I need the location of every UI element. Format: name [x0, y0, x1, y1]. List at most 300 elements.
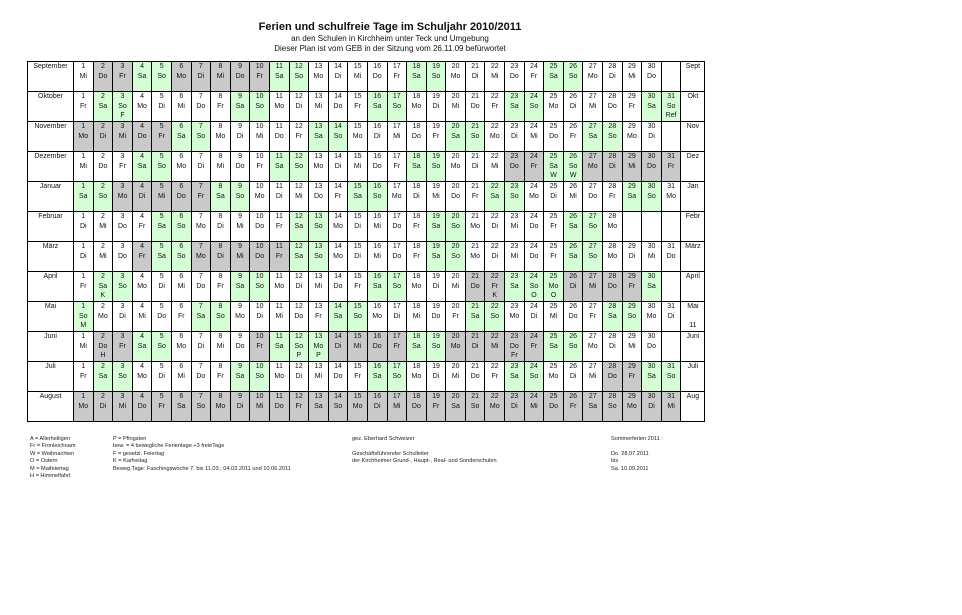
weekday: Mi — [647, 252, 656, 260]
weekday: Fr — [295, 402, 303, 410]
day-number: 23 — [510, 93, 519, 100]
weekday: Sa — [372, 102, 382, 110]
day-number: 20 — [451, 63, 460, 70]
weekday: Sa — [235, 372, 245, 380]
weekday: So — [118, 102, 127, 110]
day-number: 19 — [432, 63, 440, 70]
weekday: Mo — [548, 282, 559, 290]
day-number: 21 — [471, 183, 480, 190]
day-cell — [348, 62, 368, 92]
legend-item: F = gesetzl. Feiertag — [113, 450, 165, 457]
weekday: Mo — [450, 72, 461, 80]
empty-cell — [661, 272, 681, 302]
day-cell — [113, 62, 133, 92]
day-number: 6 — [179, 243, 184, 250]
day-number: 2 — [100, 153, 105, 160]
weekday: Do — [607, 102, 617, 110]
day-number: 21 — [471, 123, 480, 130]
day-cell — [465, 182, 485, 212]
weekday: Sa — [176, 402, 186, 410]
day-number: 13 — [314, 243, 323, 250]
day-number: 27 — [588, 333, 597, 340]
day-cell — [622, 92, 642, 122]
day-number: 10 — [255, 93, 264, 100]
day-cell — [465, 242, 485, 272]
weekday: Fr — [550, 252, 557, 260]
weekday: So — [235, 192, 245, 200]
day-number: 13 — [314, 393, 323, 400]
day-number: 16 — [373, 63, 382, 70]
day-number: 15 — [353, 333, 362, 340]
day-number: 7 — [198, 333, 203, 340]
day-cell — [485, 122, 505, 152]
day-number: 3 — [120, 363, 125, 370]
weekday: So — [588, 222, 598, 230]
day-cell — [309, 212, 329, 242]
day-cell — [622, 122, 642, 152]
weekday: So — [529, 102, 539, 110]
weekday: Do — [235, 342, 245, 350]
weekday: Mo — [117, 192, 128, 200]
day-cell — [446, 332, 466, 362]
day-cell — [387, 272, 407, 302]
day-cell — [485, 62, 505, 92]
weekday: Mo — [548, 102, 559, 110]
day-cell — [622, 182, 642, 212]
weekday: Fr — [158, 132, 165, 140]
weekday: Sa — [314, 132, 323, 140]
day-cell — [113, 362, 133, 392]
day-number: 22 — [490, 63, 499, 70]
day-number: 14 — [334, 123, 342, 130]
day-cell — [583, 152, 603, 182]
month-label-short — [681, 362, 705, 392]
weekday: Sa — [235, 282, 245, 290]
day-number: 11 — [275, 303, 283, 310]
day-number: 15 — [353, 393, 362, 400]
day-number: 26 — [569, 93, 578, 100]
day-cell — [426, 332, 446, 362]
weekday: So — [216, 312, 225, 320]
day-cell — [191, 92, 211, 122]
weekday: Sa — [353, 192, 362, 200]
weekday: Fr — [315, 312, 322, 320]
weekday: Sa — [372, 282, 382, 290]
weekday: Mo — [352, 132, 363, 140]
day-number: 27 — [588, 363, 597, 370]
weekday: Mo — [470, 222, 481, 230]
day-number: 14 — [334, 213, 342, 220]
day-number: 13 — [314, 63, 323, 70]
day-number: 17 — [392, 123, 401, 130]
month-row — [28, 332, 705, 362]
day-cell — [93, 212, 113, 242]
weekday: Mo — [274, 282, 285, 290]
day-number: 8 — [218, 93, 223, 100]
weekday: Di — [334, 162, 342, 170]
day-cell — [289, 92, 309, 122]
legend-item: P = Pfingsten — [113, 436, 147, 442]
day-number: 8 — [218, 303, 223, 310]
weekday: Do — [333, 372, 343, 380]
day-number: 7 — [198, 183, 203, 190]
day-number: 25 — [549, 213, 558, 220]
day-cell — [230, 392, 250, 422]
weekday: Sa — [372, 372, 382, 380]
day-cell — [661, 392, 681, 422]
day-number: 15 — [353, 123, 362, 130]
day-number: 30 — [647, 303, 656, 310]
day-number: 4 — [140, 243, 145, 250]
day-number: 26 — [569, 123, 578, 130]
day-number: 4 — [140, 63, 145, 70]
day-cell — [485, 302, 505, 332]
day-cell — [661, 242, 681, 272]
holiday-mark: K — [100, 292, 106, 299]
day-number: 20 — [451, 363, 460, 370]
day-number: 16 — [373, 303, 382, 310]
day-cell — [328, 92, 348, 122]
weekday: So — [392, 372, 402, 380]
day-number: 27 — [588, 153, 597, 160]
day-cell — [426, 302, 446, 332]
weekday: Do — [235, 162, 245, 170]
weekday: Mi — [216, 72, 225, 80]
weekday: Mi — [589, 372, 597, 380]
weekday: Fr — [177, 312, 185, 320]
day-number: 10 — [255, 333, 264, 340]
day-cell — [250, 92, 270, 122]
day-number: 10 — [255, 213, 264, 220]
day-cell — [485, 362, 505, 392]
holiday-mark: P — [296, 352, 302, 359]
day-cell — [230, 62, 250, 92]
day-cell — [309, 362, 329, 392]
day-cell — [211, 302, 231, 332]
day-number: 14 — [334, 363, 342, 370]
day-cell — [93, 242, 113, 272]
day-number: 6 — [179, 273, 184, 280]
weekday: Di — [471, 162, 479, 170]
day-number: 17 — [392, 243, 401, 250]
weekday: Do — [529, 252, 539, 260]
day-cell — [113, 302, 133, 332]
weekday: Fr — [275, 222, 283, 230]
weekday: Mi — [628, 342, 636, 350]
day-cell — [171, 92, 191, 122]
day-cell — [407, 122, 427, 152]
day-cell — [407, 302, 427, 332]
weekday: Di — [256, 312, 263, 320]
day-cell — [446, 182, 466, 212]
weekday: Mi — [491, 162, 499, 170]
day-number: 29 — [628, 273, 636, 280]
day-number: 22 — [490, 393, 499, 400]
day-number: 24 — [530, 243, 538, 250]
day-cell — [309, 92, 329, 122]
day-number: 22 — [490, 183, 499, 190]
weekday: Sa — [510, 102, 519, 110]
day-number: 26 — [569, 303, 578, 310]
day-cell — [603, 272, 623, 302]
day-cell — [113, 272, 133, 302]
day-cell — [505, 152, 525, 182]
day-number: 12 — [294, 333, 303, 340]
weekday: So — [79, 312, 88, 320]
month-short: Okt — [687, 93, 699, 100]
weekday: Di — [158, 282, 165, 290]
weekday: Di — [354, 222, 361, 230]
day-number: 21 — [471, 273, 480, 280]
day-cell — [426, 272, 446, 302]
day-number: 8 — [218, 273, 223, 280]
day-cell — [309, 62, 329, 92]
month-label: September — [28, 62, 74, 92]
day-number: 16 — [373, 393, 382, 400]
weekday: Di — [79, 222, 87, 230]
day-number: 1 — [81, 123, 86, 130]
day-cell — [505, 242, 525, 272]
day-number: 11 — [275, 213, 283, 220]
weekday: Sa — [451, 132, 460, 140]
day-number: 20 — [451, 303, 460, 310]
weekday: Sa — [333, 312, 343, 320]
month-extra-note: 11 — [689, 321, 697, 329]
day-cell — [191, 62, 211, 92]
day-number: 28 — [608, 273, 617, 280]
day-cell — [348, 302, 368, 332]
day-number: 1 — [81, 183, 86, 190]
day-cell — [505, 392, 525, 422]
day-number: 21 — [471, 393, 480, 400]
weekday: Sa — [176, 132, 186, 140]
weekday: Fr — [393, 72, 401, 80]
weekday: Di — [609, 342, 616, 350]
weekday: Do — [647, 162, 656, 170]
day-cell — [583, 92, 603, 122]
weekday: Mo — [78, 402, 89, 410]
day-number: 4 — [140, 183, 145, 190]
day-number: 24 — [530, 213, 538, 220]
weekday: Di — [99, 132, 107, 140]
day-number: 3 — [120, 123, 125, 130]
day-number: 18 — [412, 93, 421, 100]
weekday: Fr — [217, 282, 224, 290]
day-number: 1 — [81, 63, 86, 70]
day-number: 18 — [412, 243, 421, 250]
day-number: 9 — [238, 363, 242, 370]
day-cell — [407, 62, 427, 92]
day-cell — [544, 242, 564, 272]
day-cell — [426, 62, 446, 92]
day-number: 3 — [120, 213, 125, 220]
holiday-mark: W — [550, 172, 557, 179]
day-number: 28 — [608, 93, 617, 100]
weekday: Fr — [334, 192, 342, 200]
day-number: 19 — [432, 153, 440, 160]
weekday: Do — [255, 252, 265, 260]
holiday-mark: Ref — [665, 112, 677, 119]
weekday: Do — [392, 252, 402, 260]
weekday: Fr — [589, 312, 597, 320]
day-cell — [426, 152, 446, 182]
weekday: Di — [569, 282, 577, 290]
weekday: Sa — [549, 162, 558, 170]
day-number: 19 — [432, 123, 440, 130]
day-cell — [191, 122, 211, 152]
weekday: Mo — [372, 312, 383, 320]
weekday: Mi — [373, 252, 381, 260]
day-cell — [328, 152, 348, 182]
day-number: 11 — [275, 273, 283, 280]
day-number: 9 — [238, 123, 242, 130]
day-cell — [328, 272, 348, 302]
day-cell — [505, 362, 525, 392]
weekday: Mi — [314, 372, 323, 380]
day-number: 22 — [490, 273, 499, 280]
day-cell — [74, 392, 94, 422]
month-label-short — [681, 332, 705, 362]
holiday-mark: O — [550, 292, 557, 299]
weekday: Di — [432, 372, 440, 380]
day-cell — [328, 212, 348, 242]
day-cell — [152, 332, 172, 362]
weekday: Mi — [432, 192, 440, 200]
weekday: So — [353, 312, 362, 320]
day-number: 14 — [334, 183, 342, 190]
day-number: 27 — [588, 303, 597, 310]
day-cell — [309, 122, 329, 152]
weekday: Mo — [137, 282, 147, 290]
day-cell — [563, 302, 583, 332]
month-short: Febr — [685, 213, 701, 220]
weekday: Do — [118, 222, 127, 230]
day-cell — [250, 212, 270, 242]
day-number: 22 — [490, 153, 499, 160]
day-number: 24 — [530, 303, 538, 310]
day-number: 23 — [510, 63, 519, 70]
day-cell — [250, 62, 270, 92]
day-number: 7 — [198, 123, 203, 130]
day-number: 28 — [608, 213, 617, 220]
subtitle-schools: an den Schulen in Kirchheim unter Teck und Umgebung — [291, 34, 489, 43]
subtitle-approval: Dieser Plan ist vom GEB in der Sitzung vom 26.11.09 befürwortet — [274, 44, 506, 53]
month-short: Sept — [685, 63, 701, 70]
day-number: 3 — [120, 393, 125, 400]
weekday: Sa — [608, 312, 617, 320]
day-cell — [230, 332, 250, 362]
weekday: Mi — [628, 72, 636, 80]
day-number: 14 — [334, 303, 342, 310]
weekday: Sa — [196, 312, 206, 320]
weekday: Mo — [529, 192, 539, 200]
weekday: So — [333, 132, 343, 140]
day-cell — [269, 152, 289, 182]
weekday: Do — [176, 192, 186, 200]
day-number: 11 — [275, 93, 283, 100]
day-number: 26 — [569, 273, 578, 280]
weekday: Do — [392, 222, 402, 230]
day-cell — [622, 362, 642, 392]
weekday: Mo — [411, 372, 422, 380]
day-number: 4 — [140, 273, 145, 280]
day-number: 16 — [373, 213, 382, 220]
weekday: Di — [471, 342, 479, 350]
weekday: Sa — [98, 282, 108, 290]
day-number: 4 — [140, 123, 145, 130]
weekday: Fr — [667, 162, 675, 170]
day-cell — [289, 62, 309, 92]
day-number: 25 — [549, 153, 558, 160]
day-cell — [211, 242, 231, 272]
day-cell — [113, 332, 133, 362]
weekday: So — [529, 372, 539, 380]
day-cell — [407, 272, 427, 302]
day-number: 12 — [294, 393, 303, 400]
day-cell — [191, 242, 211, 272]
day-cell — [171, 122, 191, 152]
day-cell — [328, 122, 348, 152]
day-cell — [93, 92, 113, 122]
day-cell — [446, 242, 466, 272]
day-cell — [348, 332, 368, 362]
weekday: So — [176, 222, 186, 230]
day-number: 1 — [81, 303, 86, 310]
day-number: 9 — [238, 183, 242, 190]
day-cell — [250, 362, 270, 392]
weekday: Mo — [215, 402, 226, 410]
day-cell — [485, 152, 505, 182]
day-number: 6 — [179, 183, 184, 190]
day-cell — [505, 302, 525, 332]
day-number: 10 — [255, 363, 264, 370]
weekday: So — [314, 222, 323, 230]
day-cell — [387, 182, 407, 212]
month-row — [28, 92, 705, 122]
day-cell — [171, 332, 191, 362]
weekday: Fr — [550, 222, 557, 230]
month-label: Juli — [28, 362, 74, 392]
weekday: Mo — [195, 222, 206, 230]
day-cell — [132, 212, 152, 242]
day-cell — [387, 92, 407, 122]
weekday: So — [157, 162, 166, 170]
day-cell — [367, 242, 387, 272]
month-short: Nov — [686, 123, 700, 130]
day-cell — [465, 272, 485, 302]
day-number: 25 — [549, 63, 558, 70]
weekday: Fr — [275, 252, 283, 260]
day-cell — [269, 392, 289, 422]
day-number: 9 — [238, 273, 242, 280]
day-number: 24 — [530, 123, 538, 130]
day-number: 25 — [549, 393, 558, 400]
day-cell — [171, 152, 191, 182]
day-cell — [74, 92, 94, 122]
day-cell — [269, 92, 289, 122]
weekday: Fr — [569, 132, 577, 140]
day-number: 11 — [275, 243, 283, 250]
day-cell — [485, 332, 505, 362]
day-cell — [211, 62, 231, 92]
weekday: Sa — [137, 162, 147, 170]
day-number: 4 — [140, 93, 145, 100]
day-number: 8 — [218, 213, 223, 220]
weekday: Mo — [215, 132, 226, 140]
day-number: 17 — [392, 213, 401, 220]
day-number: 22 — [490, 303, 499, 310]
day-cell — [211, 92, 231, 122]
